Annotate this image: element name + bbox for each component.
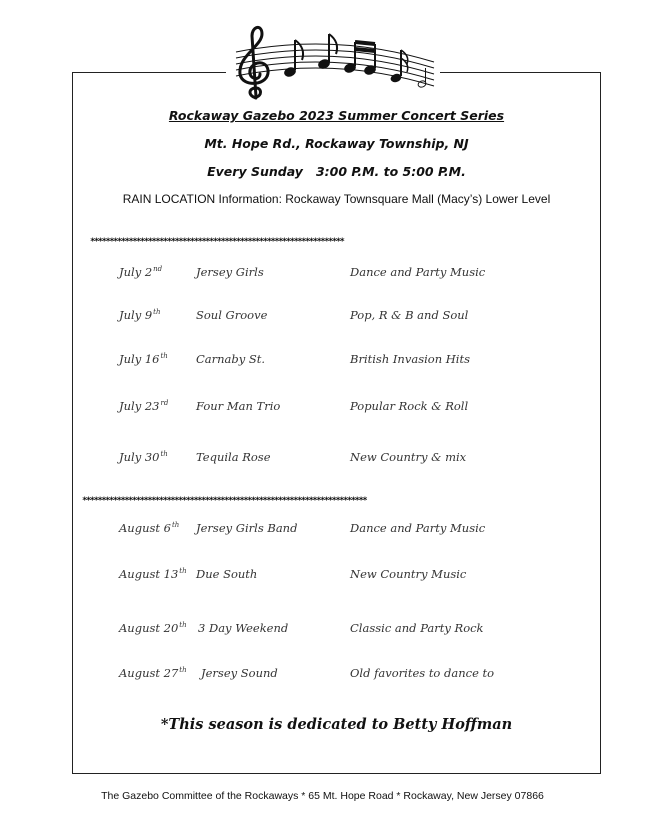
concert-band: Carnaby St. — [196, 352, 266, 366]
separator-stars-august: ************************************************************************** — [82, 496, 367, 506]
concert-band: Soul Groove — [196, 308, 268, 322]
concert-date-text: July 16 — [119, 352, 160, 366]
concert-date — [119, 450, 168, 464]
concert-date — [119, 521, 179, 535]
concert-row — [0, 450, 645, 470]
schedule-time: Every Sunday 3:00 P.M. to 5:00 P.M. — [207, 164, 466, 179]
concert-date-text: July 9 — [119, 308, 153, 322]
concert-band: Jersey Girls — [196, 265, 264, 279]
concert-date — [119, 265, 162, 279]
footer-committee-address: The Gazebo Committee of the Rockaways * 65 Mt. Hope Road * Rockaway, New Jersey 07866 — [101, 790, 544, 802]
concert-band: Jersey Sound — [201, 666, 278, 680]
concert-genre: Classic and Party Rock — [350, 621, 484, 635]
concert-band: Four Man Trio — [196, 399, 281, 413]
concert-band: Tequila Rose — [196, 450, 271, 464]
concert-row — [0, 567, 645, 587]
concert-band: Due South — [196, 567, 258, 581]
concert-date — [119, 666, 187, 680]
concert-date-suffix: rd — [160, 399, 169, 407]
concert-date — [119, 399, 168, 413]
concert-row — [0, 265, 645, 285]
concert-row — [0, 399, 645, 419]
concert-date — [119, 308, 161, 322]
concert-genre: Old favorites to dance to — [350, 666, 495, 680]
concert-date — [119, 621, 187, 635]
concert-genre: New Country & mix — [350, 450, 467, 464]
concert-genre: Dance and Party Music — [350, 265, 486, 279]
concert-date-suffix: th — [160, 450, 168, 458]
concert-date-suffix: th — [179, 567, 187, 575]
concert-row — [0, 521, 645, 541]
concert-date-suffix: nd — [153, 265, 163, 273]
concert-date-text: August 20 — [119, 621, 179, 635]
concert-row — [0, 621, 645, 641]
music-notes-staff-icon — [226, 18, 440, 100]
rain-location-info: RAIN LOCATION Information: Rockaway Townsquare Mall (Macy’s) Lower Level — [122, 192, 551, 206]
concert-genre: New Country Music — [350, 567, 467, 581]
concert-row — [0, 308, 645, 328]
concert-date-suffix: th — [171, 521, 180, 529]
concert-band: 3 Day Weekend — [198, 621, 289, 635]
concert-date-text: July 23 — [119, 399, 160, 413]
concert-date — [119, 352, 168, 366]
concert-row — [0, 352, 645, 372]
separator-stars-july: ****************************************************************** — [90, 237, 344, 247]
concert-date-suffix: th — [153, 308, 161, 316]
concert-date-text: August 27 — [119, 666, 179, 680]
concert-date-suffix: th — [179, 666, 187, 674]
concert-date — [119, 567, 187, 581]
concert-row — [0, 666, 645, 686]
concert-date-suffix: th — [160, 352, 168, 360]
concert-band: Jersey Girls Band — [196, 521, 298, 535]
concert-genre: Dance and Party Music — [350, 521, 486, 535]
concert-genre: British Invasion Hits — [350, 352, 470, 366]
concert-date-text: August 13 — [119, 567, 179, 581]
season-dedication: *This season is dedicated to Betty Hoffman — [160, 716, 513, 733]
concert-date-text: August 6 — [119, 521, 171, 535]
concert-date-text: July 30 — [119, 450, 160, 464]
concert-genre: Pop, R & B and Soul — [350, 308, 469, 322]
concert-genre: Popular Rock & Roll — [350, 399, 469, 413]
concert-date-suffix: th — [179, 621, 187, 629]
concert-series-title: Rockaway Gazebo 2023 Summer Concert Series — [168, 108, 505, 123]
venue-address: Mt. Hope Rd., Rockaway Township, NJ — [204, 136, 469, 151]
concert-date-text: July 2 — [119, 265, 153, 279]
